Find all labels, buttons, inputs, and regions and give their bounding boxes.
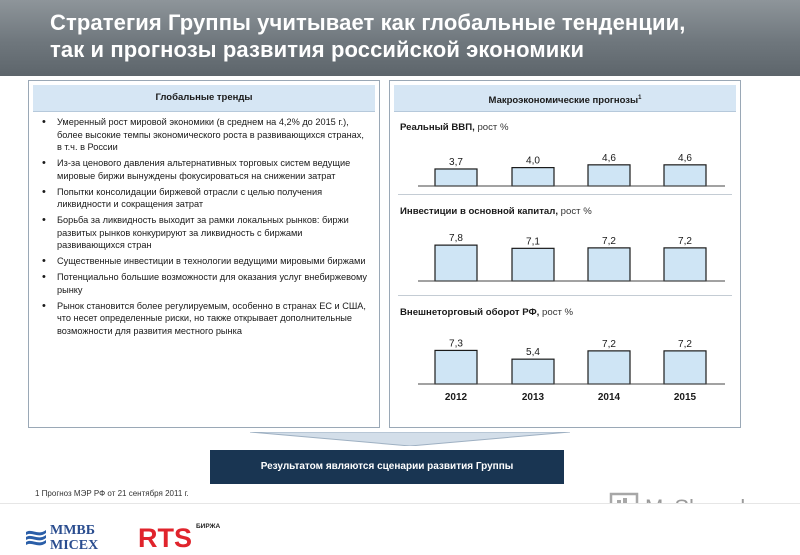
x-tick-label: 2012 (444, 392, 468, 403)
chart-bar (588, 351, 630, 384)
section-divider (398, 295, 732, 296)
macro-forecasts-title-text: Макроэкономические прогнозы (488, 95, 639, 107)
bullet-icon: • (42, 299, 46, 312)
data-label: 4,6 (602, 152, 616, 164)
mmvb-logo (24, 518, 114, 552)
trade-chart (390, 324, 740, 404)
data-label: 7,3 (449, 338, 463, 350)
data-label: 3,7 (449, 156, 463, 168)
global-trends-list (29, 116, 379, 337)
list-item (41, 186, 371, 211)
list-item (41, 255, 371, 268)
mmvb-wave-icon (26, 530, 46, 545)
rts-text: RTS (138, 523, 192, 552)
x-tick-label: 2013 (521, 392, 545, 403)
list-item-text: Умеренный рост мировой экономики (в среднем на 4,2% до 2015 г.), более высокие темпы экономического роста в развивающихся странах, в т.ч. в России (57, 117, 364, 153)
global-trends-title: Глобальные тренды (33, 85, 375, 112)
bullet-icon: • (42, 185, 46, 198)
x-tick-label: 2014 (597, 392, 621, 403)
list-item (41, 271, 371, 296)
footer (0, 503, 800, 555)
list-item-text: Потенциально большие возможности для оказания услуг внебиржевому рынку (57, 272, 368, 295)
rts-subtitle: БИРЖА (196, 523, 221, 530)
bullet-icon: • (42, 271, 46, 284)
list-item-text: Рынок становится более регулируемым, особенно в странах ЕС и США, что несет определенные риски, но также открывает дополнительные возможности для развития местного рынка (57, 300, 366, 336)
gdp-chart-unit: рост % (477, 122, 509, 133)
slide-title (50, 9, 770, 63)
chart-bar (588, 248, 630, 281)
x-tick-label: 2015 (673, 392, 697, 403)
section-divider (398, 194, 732, 195)
macro-forecasts-title (394, 85, 736, 112)
investment-chart-title-text: Инвестиции в основной капитал, (400, 206, 558, 217)
slide-title-line-2: так и прогнозы развития российской экономики (50, 37, 585, 62)
data-label: 7,2 (678, 235, 692, 247)
bullet-icon: • (42, 214, 46, 227)
footnote: 1 Прогноз МЭР РФ от 21 сентября 2011 г. (35, 489, 189, 498)
chart-bar (435, 245, 477, 281)
list-item-text: Попытки консолидации биржевой отрасли с целью получения ликвидности и сокращения затрат (57, 186, 323, 210)
investment-chart (390, 223, 740, 283)
bullet-icon: • (42, 255, 46, 268)
data-label: 7,2 (602, 338, 616, 350)
chart-bar (512, 359, 554, 384)
bullet-icon: • (42, 157, 46, 170)
chart-bar (588, 165, 630, 186)
gdp-chart (390, 143, 740, 188)
chart-bar (664, 351, 706, 384)
gdp-chart-title (400, 122, 509, 133)
chart-bar (512, 168, 554, 186)
list-item-text: Существенные инвестиции в технологии ведущими мировыми биржами (57, 256, 366, 267)
investment-chart-title (400, 206, 592, 217)
mmvb-text: ММВБ (50, 523, 96, 538)
list-item (41, 300, 371, 338)
chart-bar (435, 169, 477, 186)
data-label: 5,4 (526, 347, 540, 359)
global-trends-panel (28, 80, 380, 428)
chart-bar (512, 248, 554, 281)
chart-bar (435, 350, 477, 384)
rts-logo (138, 518, 228, 552)
list-item (41, 157, 371, 182)
slide-title-line-1: Стратегия Группы учитывает как глобальные тенденции, (50, 10, 686, 35)
data-label: 7,2 (678, 338, 692, 350)
trade-chart-title (400, 307, 573, 318)
data-label: 4,6 (678, 152, 692, 164)
gdp-chart-title-text: Реальный ВВП, (400, 122, 475, 133)
list-item (41, 116, 371, 154)
trade-chart-title-text: Внешнеторговый оборот РФ, (400, 307, 540, 318)
chart-bar (664, 248, 706, 281)
data-label: 7,2 (602, 235, 616, 247)
micex-text: MICEX (50, 538, 99, 552)
bullet-icon: • (42, 116, 46, 128)
data-label: 7,1 (526, 236, 540, 248)
down-arrow-icon (250, 432, 570, 446)
result-box: Результатом являются сценарии развития Группы (210, 450, 564, 484)
investment-chart-unit: рост % (560, 206, 592, 217)
list-item-text: Борьба за ликвидность выходит за рамки локальных рынков: биржи развитых рынков конкурируют за ликвидность с биржами развивающихся стран (57, 215, 349, 251)
list-item (41, 214, 371, 252)
data-label: 7,8 (449, 233, 463, 245)
trade-chart-unit: рост % (542, 307, 574, 318)
list-item-text: Из-за ценового давления альтернативных торговых систем ведущие мировые биржи вынуждены фокусироваться на снижении затрат (57, 158, 351, 181)
footnote-marker: 1 (638, 95, 642, 101)
macro-forecasts-panel (389, 80, 741, 428)
slide-header (0, 0, 800, 76)
data-label: 4,0 (526, 155, 540, 167)
chart-bar (664, 165, 706, 186)
